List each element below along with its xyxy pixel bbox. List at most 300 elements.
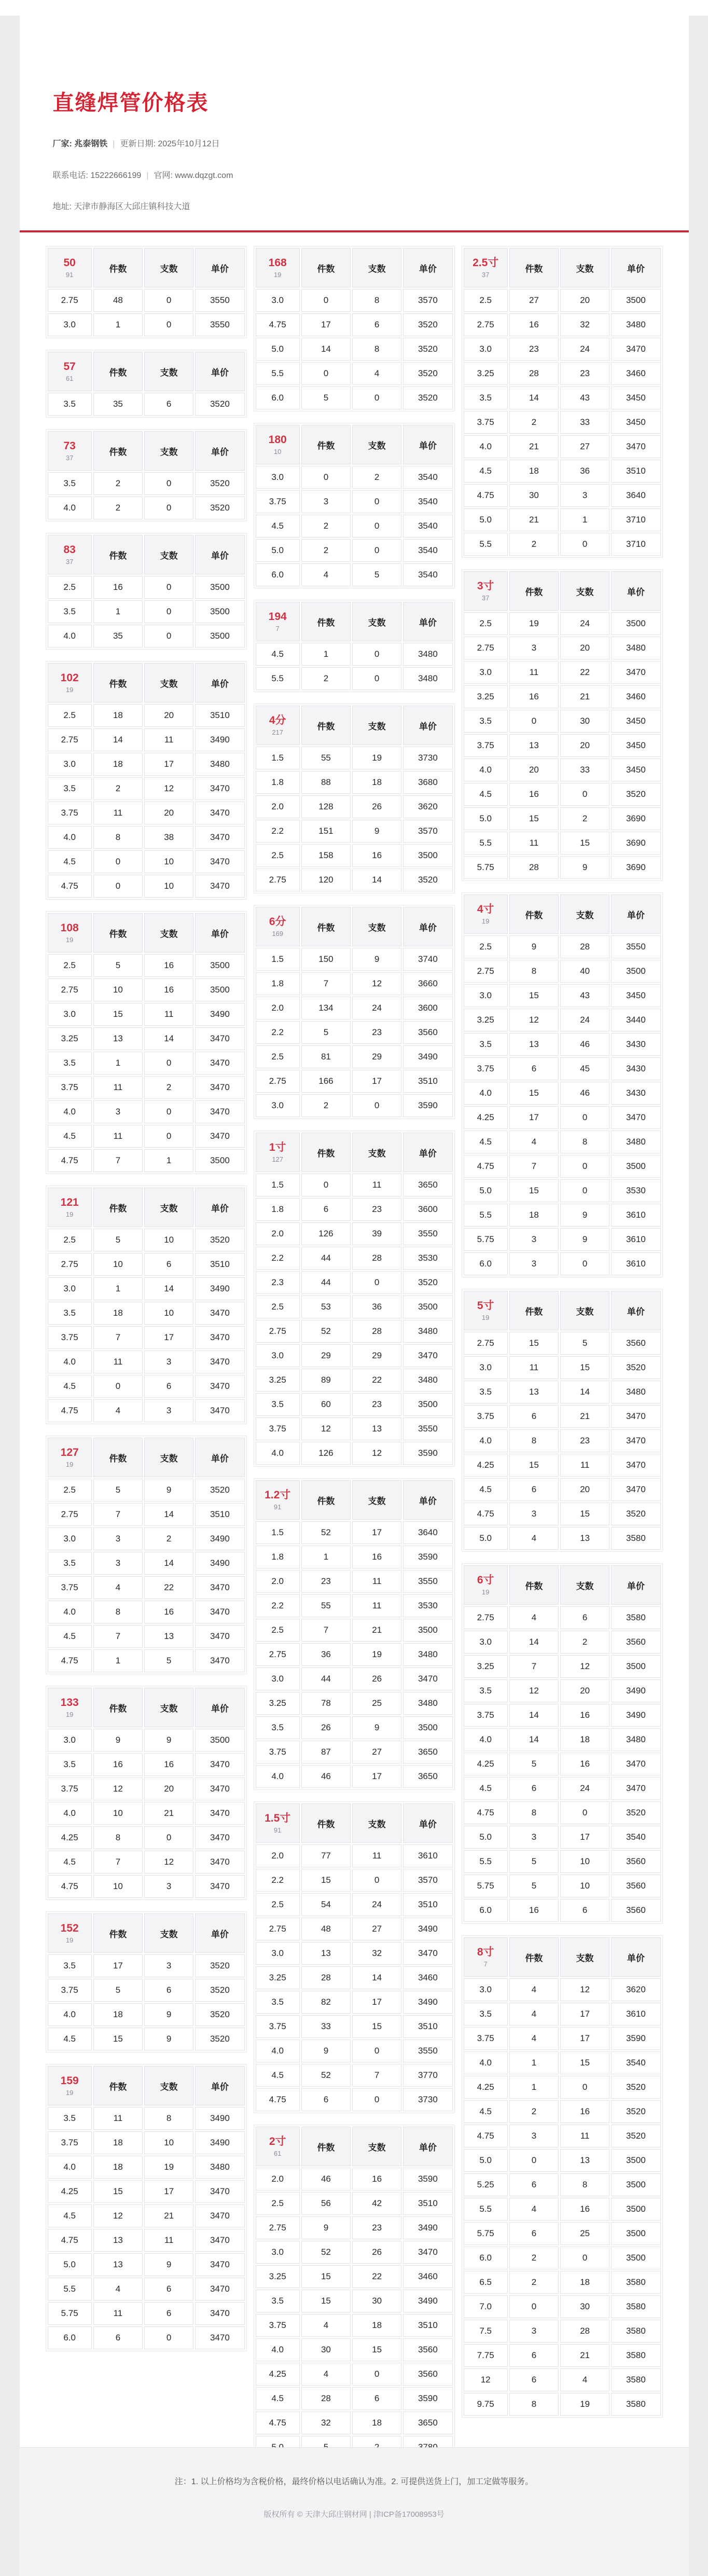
price-row [464, 685, 661, 708]
price-row [464, 2076, 661, 2099]
price-row [464, 2149, 661, 2172]
price-cell: 3540 [403, 466, 452, 489]
thickness-cell: 5.0 [48, 2253, 92, 2276]
price-cell: 3490 [403, 2216, 452, 2239]
size-sub-label: 37 [481, 271, 490, 279]
price-cell: 3690 [611, 832, 660, 855]
sticks-cell: 9 [144, 1729, 193, 1752]
sticks-cell: 0 [144, 600, 193, 623]
sticks-cell: 6 [144, 1375, 193, 1398]
pieces-cell: 29 [301, 1344, 351, 1367]
price-row [256, 1918, 453, 1940]
price-cell: 3470 [403, 1942, 452, 1965]
sticks-cell: 28 [560, 935, 609, 958]
thickness-cell: 3.75 [48, 2131, 92, 2154]
column-header-price: 单价 [403, 602, 452, 641]
price-row [464, 2393, 661, 2416]
pieces-cell: 14 [509, 1728, 559, 1751]
price-cell: 3490 [403, 1918, 452, 1940]
price-table [254, 600, 455, 692]
column-header-sticks: 支数 [144, 248, 193, 287]
column-header-pieces: 件数 [509, 894, 559, 934]
price-cell: 3500 [195, 625, 244, 648]
price-table [462, 1563, 663, 1924]
size-header-cell [48, 1438, 92, 1477]
sticks-cell: 8 [352, 289, 401, 312]
price-row [464, 935, 661, 958]
price-row [464, 1405, 661, 1428]
updated-value: 2025年10月12日 [158, 140, 220, 148]
sticks-cell: 23 [560, 1429, 609, 1452]
thickness-cell: 5.5 [464, 832, 508, 855]
price-row [48, 875, 245, 898]
pieces-cell: 54 [301, 1893, 351, 1916]
sticks-cell: 27 [560, 435, 609, 458]
price-row [464, 856, 661, 879]
thickness-cell: 5.0 [464, 1826, 508, 1849]
price-table-header-row [256, 1480, 453, 1520]
sticks-cell: 15 [560, 1356, 609, 1379]
sticks-cell: 10 [144, 1302, 193, 1325]
column-header-price: 单价 [611, 894, 660, 934]
price-cell: 3520 [195, 393, 244, 416]
pieces-cell: 14 [301, 338, 351, 361]
sticks-cell: 23 [352, 2216, 401, 2239]
price-row [256, 1643, 453, 1666]
price-row [256, 1966, 453, 1989]
price-cell: 3560 [611, 1332, 660, 1355]
price-table [254, 905, 455, 1119]
sticks-cell: 22 [352, 2265, 401, 2288]
price-row [256, 2363, 453, 2386]
separator: | [146, 171, 149, 180]
thickness-cell: 1.8 [256, 972, 300, 995]
price-table [254, 704, 455, 893]
price-cell: 3470 [195, 1601, 244, 1623]
price-cell: 3540 [611, 2051, 660, 2074]
price-table-header-row [464, 1291, 661, 1330]
thickness-cell: 3.5 [256, 1716, 300, 1739]
sticks-cell: 0 [352, 1869, 401, 1892]
pieces-cell: 3 [93, 1100, 143, 1123]
column-header-sticks: 支数 [144, 1188, 193, 1227]
price-row [48, 2253, 245, 2276]
price-cell: 3470 [195, 1100, 244, 1123]
pieces-cell: 87 [301, 1741, 351, 1764]
sticks-cell: 9 [352, 820, 401, 843]
pieces-cell: 5 [93, 1479, 143, 1501]
price-row [464, 1503, 661, 1525]
sticks-cell: 28 [352, 1247, 401, 1270]
price-row [256, 2192, 453, 2215]
sticks-cell: 12 [144, 1851, 193, 1874]
pieces-cell: 3 [509, 1503, 559, 1525]
price-cell: 3550 [403, 1222, 452, 1245]
sticks-cell: 19 [560, 2393, 609, 2416]
price-cell: 3640 [403, 1521, 452, 1544]
pieces-cell: 15 [93, 2028, 143, 2050]
sticks-cell: 0 [144, 1125, 193, 1148]
price-tables-area [20, 232, 689, 2485]
sticks-cell: 17 [560, 1826, 609, 1849]
pieces-cell: 46 [301, 1765, 351, 1788]
column-header-pieces: 件数 [301, 602, 351, 641]
sticks-cell: 16 [352, 1546, 401, 1568]
thickness-cell: 2.0 [256, 1222, 300, 1245]
vendor-label: 厂家: [52, 140, 75, 148]
sticks-cell: 5 [144, 1649, 193, 1672]
price-cell: 3520 [195, 2028, 244, 2050]
pieces-cell: 18 [93, 753, 143, 776]
column-header-pieces: 件数 [509, 571, 559, 611]
pieces-cell: 4 [301, 2363, 351, 2386]
price-cell: 3610 [611, 2003, 660, 2026]
price-cell: 3470 [195, 1826, 244, 1849]
size-header-cell [256, 1480, 300, 1520]
price-table-header-row [256, 706, 453, 745]
price-cell: 3520 [195, 1479, 244, 1501]
sticks-cell: 23 [352, 1198, 401, 1221]
price-cell: 3550 [403, 1417, 452, 1440]
pieces-cell: 7 [301, 972, 351, 995]
price-row [256, 1320, 453, 1343]
size-sub-label: 169 [272, 930, 284, 938]
thickness-cell: 3.5 [464, 2003, 508, 2026]
size-label: 4分 [269, 714, 286, 726]
thickness-cell: 5.5 [256, 667, 300, 690]
sticks-cell: 27 [352, 1741, 401, 1764]
column-header-pieces: 件数 [301, 1803, 351, 1843]
price-cell: 3470 [195, 1625, 244, 1648]
column-header-pieces: 件数 [93, 2066, 143, 2105]
price-row [256, 1174, 453, 1196]
price-cell: 3730 [403, 747, 452, 769]
price-row [48, 954, 245, 977]
size-header-cell [256, 706, 300, 745]
sticks-cell: 14 [144, 1552, 193, 1575]
price-row [48, 1851, 245, 1874]
thickness-cell: 3.75 [464, 734, 508, 757]
price-row [256, 1393, 453, 1416]
price-row [464, 1082, 661, 1105]
price-cell: 3470 [195, 1753, 244, 1776]
size-label: 127 [60, 1447, 79, 1458]
pieces-cell: 0 [301, 466, 351, 489]
pieces-cell: 18 [93, 2131, 143, 2154]
sticks-cell: 10 [144, 850, 193, 873]
thickness-cell: 3.0 [48, 1527, 92, 1550]
thickness-cell: 2.75 [48, 1503, 92, 1526]
price-cell: 3470 [195, 1778, 244, 1800]
pieces-cell: 53 [301, 1296, 351, 1318]
pieces-cell: 1 [93, 1052, 143, 1075]
sticks-cell: 6 [352, 2387, 401, 2410]
pieces-cell: 52 [301, 1521, 351, 1544]
thickness-cell: 2.5 [464, 935, 508, 958]
thickness-cell: 3.75 [48, 1576, 92, 1599]
price-row [48, 1479, 245, 1501]
thickness-cell: 6.0 [464, 1899, 508, 1922]
column-header-sticks: 支数 [144, 913, 193, 953]
pieces-cell: 21 [509, 435, 559, 458]
size-header-cell [256, 248, 300, 287]
price-cell: 3490 [195, 728, 244, 751]
thickness-cell: 3.0 [464, 1356, 508, 1379]
price-table-header-row [48, 1688, 245, 1727]
sticks-cell: 14 [352, 1966, 401, 1989]
pieces-cell: 44 [301, 1668, 351, 1690]
size-sub-label: 61 [273, 2150, 282, 2157]
price-row [48, 1552, 245, 1575]
sticks-cell: 16 [144, 1601, 193, 1623]
price-cell: 3520 [611, 783, 660, 806]
price-cell: 3520 [195, 1979, 244, 2002]
sticks-cell: 16 [560, 2100, 609, 2123]
pieces-cell: 8 [93, 1826, 143, 1849]
price-cell: 3500 [403, 1619, 452, 1642]
price-table [462, 569, 663, 881]
sticks-cell: 10 [144, 875, 193, 898]
thickness-cell: 6.0 [256, 563, 300, 586]
price-cell: 3540 [403, 515, 452, 538]
price-cell: 3480 [403, 1369, 452, 1392]
pieces-cell: 6 [509, 1478, 559, 1501]
sticks-cell: 3 [144, 1351, 193, 1373]
thickness-cell: 3.25 [48, 1027, 92, 1050]
column-header-sticks: 支数 [352, 425, 401, 464]
price-cell: 3580 [611, 2271, 660, 2294]
sticks-cell: 14 [352, 869, 401, 891]
pieces-cell: 0 [301, 362, 351, 385]
thickness-cell: 4.0 [48, 625, 92, 648]
sticks-cell: 43 [560, 387, 609, 409]
thickness-cell: 4.5 [48, 1625, 92, 1648]
thickness-cell: 3.0 [256, 1094, 300, 1117]
sticks-cell: 19 [144, 2156, 193, 2179]
price-row [256, 1094, 453, 1117]
price-cell: 3500 [403, 1716, 452, 1739]
size-label: 57 [63, 361, 76, 373]
price-cell: 3590 [403, 2387, 452, 2410]
price-row [48, 1302, 245, 1325]
thickness-cell: 4.0 [464, 1429, 508, 1452]
pieces-cell: 0 [509, 2149, 559, 2172]
thickness-cell: 3.25 [464, 1009, 508, 1031]
sticks-cell: 16 [352, 2168, 401, 2191]
thickness-cell: 4.0 [464, 435, 508, 458]
pieces-cell: 6 [301, 1198, 351, 1221]
column-header-price: 单价 [403, 1803, 452, 1843]
price-row [48, 1027, 245, 1050]
size-sub-label: 91 [273, 1826, 282, 1834]
price-row [256, 747, 453, 769]
thickness-cell: 4.0 [48, 2003, 92, 2026]
price-row [48, 753, 245, 776]
website-link[interactable]: www.dqzgt.com [175, 171, 233, 180]
size-header-cell [256, 1133, 300, 1172]
price-cell: 3560 [403, 1021, 452, 1044]
thickness-cell: 4.5 [256, 2064, 300, 2087]
price-table [462, 892, 663, 1277]
price-cell: 3660 [403, 972, 452, 995]
thickness-cell: 2.0 [256, 1570, 300, 1593]
price-row [48, 1875, 245, 1898]
price-cell: 3550 [403, 1570, 452, 1593]
sticks-cell: 0 [144, 313, 193, 336]
price-row [464, 1728, 661, 1751]
thickness-cell: 4.0 [48, 2156, 92, 2179]
sticks-cell: 21 [144, 1802, 193, 1825]
pieces-cell: 77 [301, 1844, 351, 1867]
price-cell: 3570 [403, 1869, 452, 1892]
thickness-cell: 4.75 [48, 1875, 92, 1898]
sticks-cell: 13 [560, 2149, 609, 2172]
sticks-cell: 13 [560, 1527, 609, 1550]
sticks-cell: 14 [144, 1503, 193, 1526]
thickness-cell: 5.75 [464, 2222, 508, 2245]
sticks-cell: 20 [560, 1679, 609, 1702]
size-label: 73 [63, 440, 76, 452]
thickness-cell: 2.3 [256, 1271, 300, 1294]
thickness-cell: 5.0 [256, 338, 300, 361]
price-cell: 3500 [611, 612, 660, 635]
pieces-cell: 11 [93, 1076, 143, 1099]
pieces-cell: 16 [93, 1753, 143, 1776]
thickness-cell: 4.0 [48, 1601, 92, 1623]
price-cell: 3470 [195, 802, 244, 824]
price-table [46, 246, 247, 338]
thickness-cell: 4.25 [464, 1106, 508, 1129]
thickness-cell: 3.75 [464, 411, 508, 434]
price-cell: 3520 [611, 2125, 660, 2147]
pieces-cell: 7 [93, 1503, 143, 1526]
thickness-cell: 3.0 [464, 1631, 508, 1654]
price-row [464, 1801, 661, 1824]
thickness-cell: 2.5 [48, 1479, 92, 1501]
pieces-cell: 7 [509, 1655, 559, 1678]
thickness-cell: 4.0 [48, 826, 92, 849]
price-cell: 3490 [611, 1704, 660, 1727]
thickness-cell: 4.25 [464, 2076, 508, 2099]
price-cell: 3470 [195, 2180, 244, 2203]
pieces-cell: 126 [301, 1442, 351, 1465]
price-row [464, 460, 661, 483]
column-header-price: 单价 [195, 1688, 244, 1727]
price-row [464, 612, 661, 635]
sticks-cell: 42 [352, 2192, 401, 2215]
price-row [256, 1070, 453, 1093]
sticks-cell: 11 [352, 1594, 401, 1617]
pieces-cell: 52 [301, 2241, 351, 2264]
price-cell: 3470 [403, 1668, 452, 1690]
pieces-cell: 15 [509, 1454, 559, 1477]
pieces-cell: 0 [93, 850, 143, 873]
column-header-sticks: 支数 [352, 248, 401, 287]
size-header-cell [48, 248, 92, 287]
thickness-cell: 4.25 [48, 1826, 92, 1849]
price-table-header-row [256, 2127, 453, 2166]
pieces-cell: 2 [509, 411, 559, 434]
thickness-cell: 5.0 [464, 807, 508, 830]
price-row [464, 1527, 661, 1550]
price-cell: 3470 [195, 1351, 244, 1373]
column-header-pieces: 件数 [93, 248, 143, 287]
column-header-sticks: 支数 [144, 663, 193, 702]
price-table [46, 661, 247, 900]
sticks-cell: 24 [560, 338, 609, 361]
price-row [256, 771, 453, 794]
price-cell: 3450 [611, 710, 660, 733]
price-cell: 3510 [195, 1253, 244, 1276]
price-cell: 3500 [611, 2173, 660, 2196]
price-row [464, 2125, 661, 2147]
pieces-cell: 28 [509, 856, 559, 879]
price-cell: 3470 [195, 777, 244, 800]
pieces-cell: 28 [301, 2387, 351, 2410]
thickness-cell: 3.25 [256, 1369, 300, 1392]
size-label: 121 [60, 1196, 79, 1208]
price-cell: 3470 [195, 1802, 244, 1825]
price-row [48, 1100, 245, 1123]
price-row [48, 2156, 245, 2179]
price-row [464, 759, 661, 781]
price-cell: 3610 [403, 1844, 452, 1867]
price-cell: 3500 [611, 2149, 660, 2172]
pieces-cell: 11 [93, 2302, 143, 2325]
thickness-cell: 4.0 [48, 1100, 92, 1123]
pieces-cell: 44 [301, 1271, 351, 1294]
sticks-cell: 43 [560, 984, 609, 1007]
pieces-cell: 2 [509, 2247, 559, 2269]
thickness-cell: 3.75 [48, 1076, 92, 1099]
price-cell: 3500 [403, 1393, 452, 1416]
thickness-cell: 3.75 [256, 490, 300, 513]
pieces-cell: 2 [93, 472, 143, 495]
price-row [48, 1649, 245, 1672]
price-row [256, 1692, 453, 1715]
price-cell: 3550 [195, 289, 244, 312]
price-table-header-row [256, 907, 453, 946]
sticks-cell: 9 [560, 1204, 609, 1227]
pieces-cell: 32 [301, 2412, 351, 2434]
thickness-cell: 2.5 [48, 954, 92, 977]
pieces-cell: 3 [93, 1552, 143, 1575]
pieces-cell: 11 [93, 1125, 143, 1148]
thickness-cell: 2.75 [464, 637, 508, 659]
thickness-cell: 4.0 [256, 2040, 300, 2062]
price-row [256, 1546, 453, 1568]
size-sub-label: 19 [65, 1936, 74, 1944]
column-header-price: 单价 [195, 352, 244, 391]
column-header-sticks: 支数 [560, 1565, 609, 1605]
thickness-cell: 2.5 [256, 844, 300, 867]
pieces-cell: 1 [93, 600, 143, 623]
pieces-cell: 46 [301, 2168, 351, 2191]
column-header-sticks: 支数 [144, 1688, 193, 1727]
sticks-cell: 16 [560, 1704, 609, 1727]
price-cell: 3580 [611, 2320, 660, 2343]
pieces-cell: 2 [93, 497, 143, 519]
sticks-cell: 45 [560, 1057, 609, 1080]
price-row [256, 667, 453, 690]
pieces-cell: 6 [509, 2222, 559, 2245]
price-cell: 3500 [611, 289, 660, 312]
thickness-cell: 4.5 [464, 1777, 508, 1800]
price-row [48, 2278, 245, 2301]
sticks-cell: 6 [144, 393, 193, 416]
price-row [464, 832, 661, 855]
price-cell: 3520 [195, 497, 244, 519]
